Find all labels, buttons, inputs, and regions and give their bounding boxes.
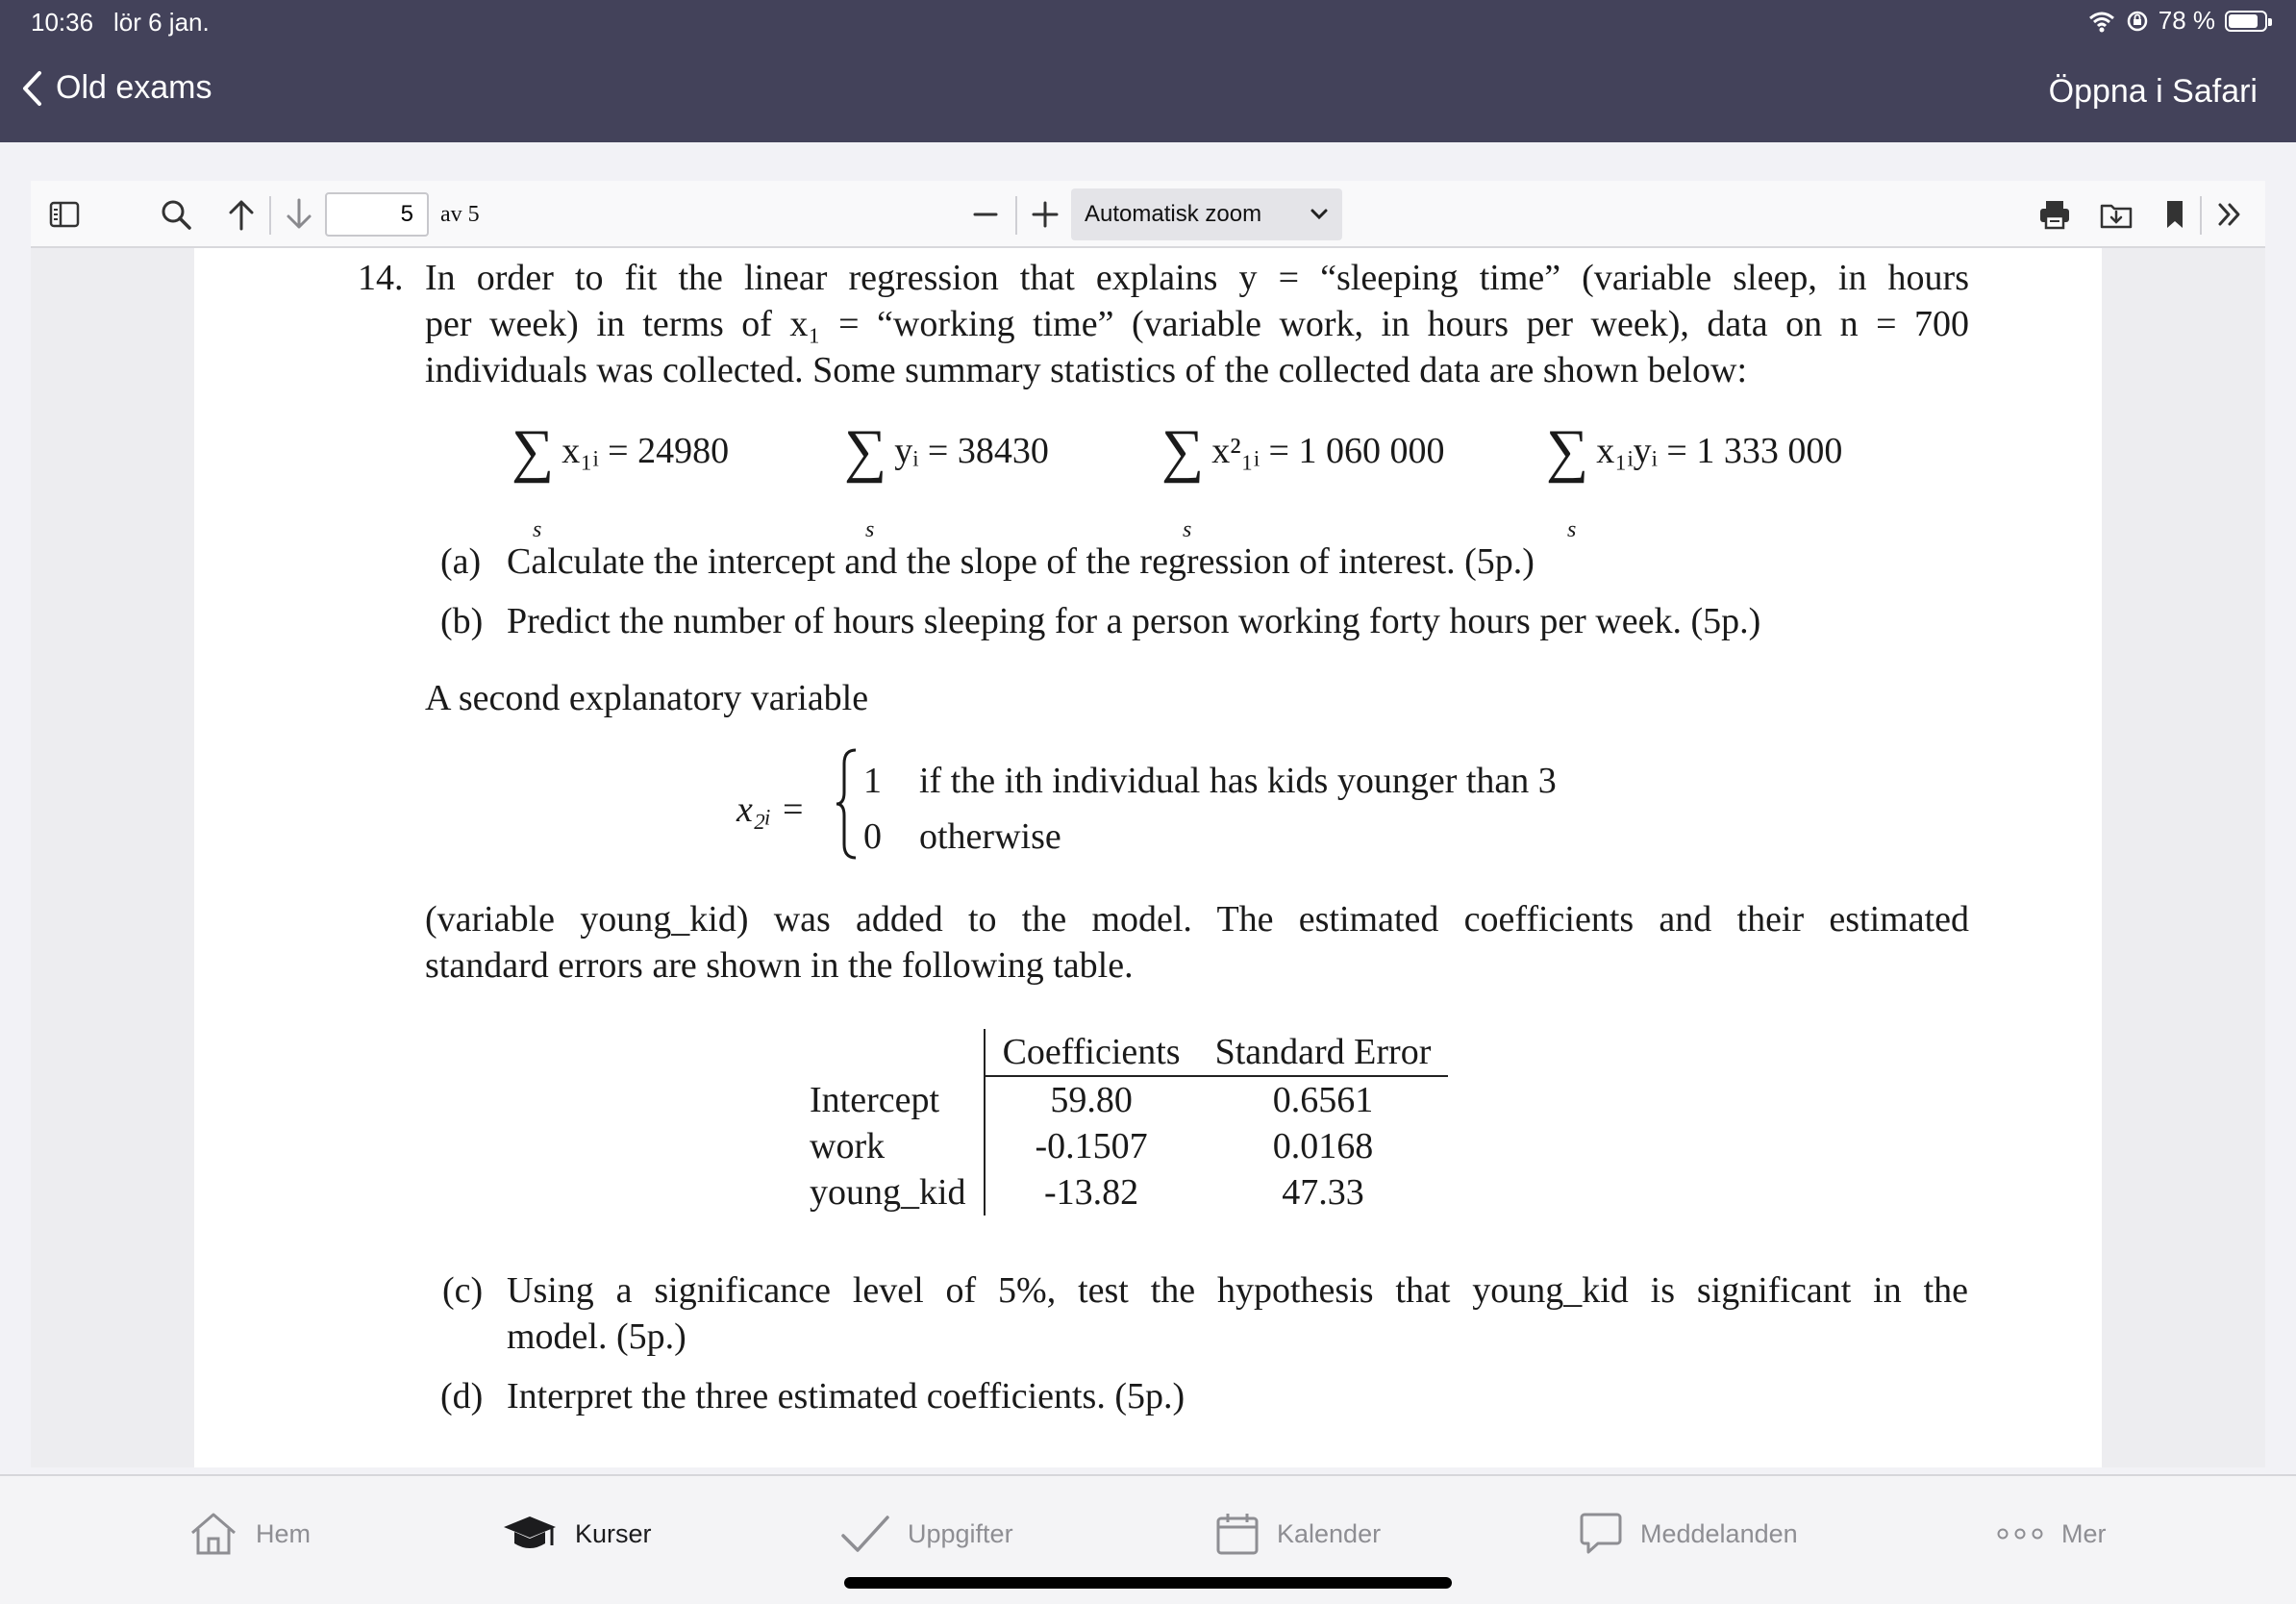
printer-icon [2038,199,2071,230]
home-icon [188,1512,238,1556]
status-time: 10:36 [31,8,94,37]
sum-subscript: s [533,517,542,542]
sum-subscript: s [865,517,875,542]
tab-uppgifter[interactable] [840,1505,1013,1563]
table-header-cell [792,1029,985,1076]
table-header-cell: Standard Error [1198,1029,1449,1076]
tab-label: Kalender [1277,1518,1382,1548]
chevron-down-icon [1310,208,1329,221]
piecewise-lhs: x₂ᵢ = [736,789,806,830]
table-cell: Intercept [792,1076,985,1123]
summary-stat-sum-x [512,418,730,542]
battery-percent: 78 % [2158,6,2215,35]
table-header-cell: Coefficients [985,1029,1198,1076]
pdf-toolbar [31,181,2265,248]
page-number-input[interactable] [325,192,429,237]
minus-icon [972,201,999,228]
battery-icon [2225,11,2267,32]
sum-subscript: s [1183,517,1192,542]
table-cell: -13.82 [1044,1172,1139,1213]
table-cell: 47.33 [1282,1172,1364,1213]
tab-meddelanden[interactable] [1579,1505,1798,1563]
status-indicators [2087,6,2267,36]
summary-stat-expr: x₁ᵢ = 24980 [562,431,730,471]
question-number: 14. [358,258,404,298]
question-intro-line-2: per week) in terms of x₁ = “working time” (variable work, in hours per week), data on n = 700 [425,304,1969,344]
piecewise-case1-text: if the ith individual has kids younger than 3 [919,761,1557,801]
table-cell: -0.1507 [1035,1126,1148,1166]
search-icon [160,198,192,231]
zoom-out-button[interactable] [963,181,1008,248]
wifi-icon [2087,10,2116,33]
tab-kalender[interactable] [1215,1505,1381,1563]
toolbar-separator [2200,196,2202,235]
more-tools-button[interactable] [2206,181,2254,248]
tab-hem[interactable] [188,1505,311,1563]
part-b-text: Predict the number of hours sleeping for a person working forty hours per week. (5p.) [507,601,1761,641]
added-variable-line-2: standard errors are shown in the following table. [425,945,1134,986]
search-button[interactable] [152,181,200,248]
summary-stat-sum-y [844,418,1049,542]
sigma-icon: ∑ s [512,421,554,481]
tab-label: Meddelanden [1640,1518,1798,1548]
coefficients-table [792,1029,1448,1216]
table-row [792,1123,1448,1169]
bookmark-button[interactable] [2154,181,2196,248]
summary-stat-sum-xy [1546,418,1843,542]
table-cell: 59.80 [1050,1080,1133,1120]
save-button[interactable] [2092,181,2140,248]
part-b-label: (b) [440,601,484,641]
summary-stat-expr: x²₁ᵢ = 1 060 000 [1211,431,1445,471]
more-dots-icon [1996,1527,2044,1541]
part-a-text: Calculate the intercept and the slope of the regression of interest. (5p.) [507,541,1535,582]
table-cell: 0.0168 [1272,1126,1374,1166]
plus-icon [1031,200,1060,229]
sidebar-toggle-button[interactable] [40,181,88,248]
tab-mer[interactable] [1996,1505,2107,1563]
tab-label: Hem [256,1518,312,1548]
sigma-icon: ∑ s [1161,421,1204,481]
summary-stat-expr: yᵢ = 38430 [894,431,1049,471]
toolbar-separator [1015,196,1017,235]
summary-stat-sum-x-squared [1161,418,1445,542]
piecewise-case2-value: 0 [863,816,882,857]
calendar-icon [1215,1512,1260,1556]
chat-bubble-icon [1579,1512,1623,1556]
double-chevron-right-icon [2215,200,2244,229]
previous-page-button[interactable] [219,181,263,248]
arrow-down-icon [285,198,313,231]
status-date: lör 6 jan. [113,8,210,37]
arrow-up-icon [227,198,256,231]
added-variable-line-1: (variable young_kid) was added to the model. The estimated coefficients and their estimated [425,899,1969,940]
question-intro-line-1: In order to fit the linear regression that explains y = “sleeping time” (variable sleep, in hours [425,258,1969,298]
page-total: av 5 [440,202,480,227]
open-in-safari-button[interactable]: Öppna i Safari [2048,73,2258,110]
back-label: Old exams [56,69,212,106]
table-row [792,1076,1448,1123]
back-button[interactable] [21,69,212,107]
piecewise-case2-text: otherwise [919,816,1061,857]
part-a-label: (a) [440,541,482,582]
part-d-label: (d) [440,1376,484,1416]
tab-label: Uppgifter [908,1518,1013,1548]
table-row [792,1169,1448,1216]
part-c-text-line-1: Using a significance level of 5%, test the hypothesis that young_kid is significant in the [507,1270,1968,1311]
pdf-page [194,248,2102,1467]
zoom-value: Automatisk zoom [1085,201,1262,227]
toolbar-separator [269,196,271,235]
table-cell: 0.6561 [1272,1080,1374,1120]
top-bar [0,0,2296,142]
zoom-in-button[interactable] [1023,181,1067,248]
second-variable-heading: A second explanatory variable [425,678,869,718]
tab-label: Kurser [575,1518,652,1548]
part-d-text: Interpret the three estimated coefficients. (5p.) [507,1376,1185,1416]
table-cell: work [792,1123,985,1169]
next-page-button[interactable] [277,181,321,248]
bookmark-icon [2164,199,2185,230]
piecewise-case1-value: 1 [863,761,882,801]
table-cell: young_kid [792,1169,985,1216]
checkmark-icon [840,1513,890,1555]
print-button[interactable] [2031,181,2079,248]
graduation-cap-icon [502,1513,558,1555]
sum-subscript: s [1567,517,1577,542]
chevron-left-icon [21,70,42,107]
tab-label: Mer [2061,1518,2107,1548]
zoom-select[interactable] [1071,188,1342,240]
sigma-icon: ∑ s [844,421,886,481]
home-indicator[interactable] [844,1577,1452,1589]
tab-kurser[interactable] [502,1505,652,1563]
summary-stat-expr: x₁ᵢyᵢ = 1 333 000 [1596,431,1843,471]
rotation-lock-icon [2126,10,2149,33]
download-folder-icon [2100,200,2133,229]
table-header-row [792,1029,1448,1076]
brace-icon [835,746,860,862]
sigma-icon: ∑ s [1546,421,1588,481]
sidebar-icon [49,201,80,228]
question-intro-line-3: individuals was collected. Some summary statistics of the collected data are shown below: [425,350,1748,390]
part-c-text-line-2: model. (5p.) [507,1316,686,1357]
part-c-label: (c) [442,1270,484,1311]
